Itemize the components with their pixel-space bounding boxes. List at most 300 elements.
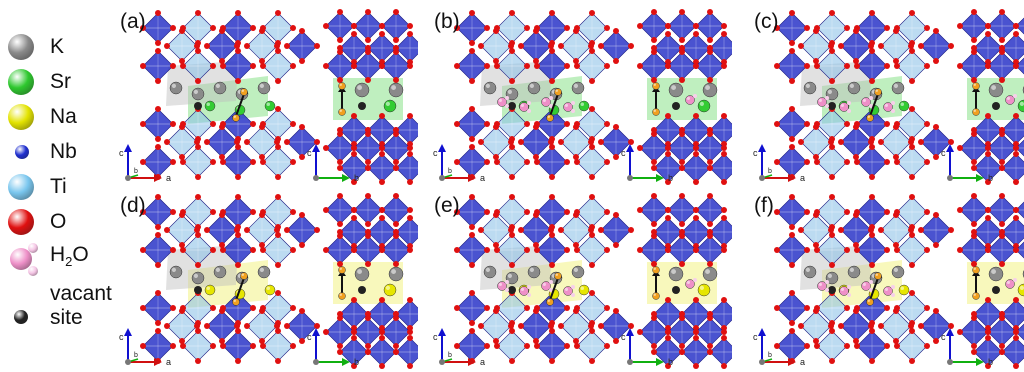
axis-label-c: c: [621, 332, 626, 342]
bridging-atom: [653, 109, 660, 116]
vacant-site: [508, 102, 516, 110]
oxygen-atom: [337, 221, 343, 227]
oxygen-atom: [140, 247, 146, 253]
oxygen-atom: [884, 63, 890, 69]
oxygen-atom: [469, 10, 475, 16]
potassium-atom: [192, 272, 204, 284]
oxygen-atom: [789, 136, 795, 142]
oxygen-atom: [598, 227, 604, 233]
oxygen-atom: [549, 48, 555, 54]
oxygen-atom: [407, 215, 413, 221]
oxygen-atom: [393, 261, 399, 267]
vacant-site: [828, 286, 836, 294]
oxygen-atom: [884, 209, 890, 215]
bridging-atom: [973, 267, 980, 274]
oxygen-atom: [494, 63, 500, 69]
bridging-atom: [555, 273, 562, 280]
oxygen-atom: [693, 63, 699, 69]
oxygen-atom: [1013, 297, 1019, 303]
oxygen-atom: [878, 227, 884, 233]
oxygen-atom: [234, 323, 240, 329]
legend-label-water: $H_2O$: [50, 243, 89, 270]
oxygen-atom: [244, 43, 250, 49]
oxygen-atom: [893, 154, 899, 160]
oxygen-atom: [140, 305, 146, 311]
oxygen-atom: [829, 48, 835, 54]
crystal-structure-figure: [432, 6, 732, 188]
oxygen-atom: [290, 63, 296, 69]
axis-label-c: c: [941, 332, 946, 342]
vacant-site: [828, 102, 836, 110]
oxygen-atom: [1013, 145, 1019, 151]
structure-panel-b: [432, 6, 732, 188]
oxygen-atom: [613, 58, 619, 64]
oxygen-atom: [164, 43, 170, 49]
bridging-atom: [973, 83, 980, 90]
oxygen-atom: [813, 338, 819, 344]
structure-view-bc: [621, 9, 732, 185]
oxygen-atom: [195, 262, 201, 268]
bridging-atom: [867, 115, 874, 122]
oxygen-atom: [179, 338, 185, 344]
axis-label-c: c: [307, 332, 312, 342]
oxygen-atom: [393, 221, 399, 227]
oxygen-atom: [924, 305, 930, 311]
oxygen-atom: [918, 43, 924, 49]
oxygen-atom: [971, 221, 977, 227]
axis-label-a: a: [166, 173, 172, 183]
oxygen-atom: [493, 28, 499, 34]
oxygen-atom: [589, 358, 595, 364]
oxygen-atom: [651, 233, 657, 239]
oxygen-atom: [573, 242, 579, 248]
oxygen-atom: [853, 58, 859, 64]
oxygen-atom: [721, 113, 727, 119]
oxygen-atom: [180, 63, 186, 69]
oxygen-atom: [314, 323, 320, 329]
oxygen-atom: [804, 209, 810, 215]
oxygen-atom: [365, 349, 371, 355]
oxygen-atom: [707, 193, 713, 199]
oxygen-atom: [484, 63, 490, 69]
oxygen-atom: [518, 227, 524, 233]
oxygen-atom: [220, 247, 226, 253]
oxygen-atom: [179, 154, 185, 160]
oxygen-atom: [290, 159, 296, 165]
oxygen-atom: [210, 247, 216, 253]
oxygen-atom: [707, 37, 713, 43]
oxygen-atom: [588, 139, 594, 145]
oxygen-atom: [869, 232, 875, 238]
oxygen-atom: [365, 37, 371, 43]
oxygen-atom: [589, 174, 595, 180]
oxygen-atom: [693, 207, 699, 213]
oxygen-atom: [999, 77, 1005, 83]
oxygen-atom: [838, 323, 844, 329]
oxygen-atom: [180, 247, 186, 253]
axis-label-b: b: [668, 357, 674, 367]
oxygen-atom: [275, 290, 281, 296]
oxygen-atom: [299, 338, 305, 344]
oxygen-atom: [210, 63, 216, 69]
oxygen-atom: [924, 247, 930, 253]
oxygen-atom: [393, 315, 399, 321]
oxygen-atom: [679, 9, 685, 15]
oxygen-atom: [194, 323, 200, 329]
oxygen-atom: [170, 159, 176, 165]
oxygen-atom: [721, 329, 727, 335]
oxygen-atom: [195, 194, 201, 200]
water-molecule: [542, 282, 551, 291]
oxygen-atom: [838, 227, 844, 233]
oxygen-atom: [613, 124, 619, 130]
oxygen-atom: [524, 121, 530, 127]
oxygen-atom: [909, 174, 915, 180]
water-molecule: [840, 287, 849, 296]
oxygen-atom: [564, 305, 570, 311]
oxygen-atom: [351, 23, 357, 29]
oxygen-atom: [195, 144, 201, 150]
oxygen-atom: [1013, 247, 1019, 253]
oxygen-atom: [854, 159, 860, 165]
oxygen-atom: [789, 290, 795, 296]
water-molecule: [520, 103, 529, 112]
oxygen-atom: [813, 308, 819, 314]
oxygen-atom: [250, 159, 256, 165]
oxygen-atom: [613, 154, 619, 160]
oxygen-atom: [365, 233, 371, 239]
oxygen-atom: [524, 63, 530, 69]
oxygen-atom: [894, 63, 900, 69]
oxygen-atom: [393, 77, 399, 83]
axis-label-b: b: [448, 168, 452, 175]
oxygen-atom: [893, 308, 899, 314]
oxygen-atom: [985, 31, 991, 37]
legend-label-na: Na: [50, 105, 77, 128]
oxygen-atom: [909, 194, 915, 200]
oxygen-atom: [210, 209, 216, 215]
oxygen-atom: [909, 290, 915, 296]
structure-panel-f: [752, 190, 1024, 372]
oxygen-atom: [999, 9, 1005, 15]
oxygen-atom: [774, 159, 780, 165]
oxygen-atom: [219, 154, 225, 160]
oxygen-atom: [679, 261, 685, 267]
structure-view-ac: [433, 194, 634, 367]
oxygen-atom: [469, 290, 475, 296]
oxygen-atom: [365, 165, 371, 171]
oxygen-atom: [351, 207, 357, 213]
structure-view-ac: [119, 10, 320, 183]
oxygen-atom: [613, 338, 619, 344]
oxygen-atom: [573, 124, 579, 130]
potassium-atom: [389, 267, 403, 281]
oxygen-atom: [235, 78, 241, 84]
oxygen-atom: [957, 207, 963, 213]
legend-label-sr: Sr: [50, 70, 71, 93]
legend-label-nb: Nb: [50, 140, 77, 163]
oxygen-atom: [284, 227, 290, 233]
potassium-atom: [355, 267, 369, 281]
potassium-atom: [214, 266, 226, 278]
oxygen-atom: [454, 63, 460, 69]
oxygen-atom: [588, 43, 594, 49]
oxygen-atom: [589, 144, 595, 150]
oxygen-atom: [918, 227, 924, 233]
oxygen-atom: [651, 37, 657, 43]
oxygen-atom: [1013, 215, 1019, 221]
strontium-atom: [899, 101, 909, 111]
oxygen-atom: [813, 242, 819, 248]
oxygen-atom: [219, 124, 225, 130]
oxygen-atom: [893, 338, 899, 344]
oxygen-atom: [574, 343, 580, 349]
oxygen-atom: [854, 63, 860, 69]
oxygen-atom: [909, 358, 915, 364]
oxygen-atom: [829, 174, 835, 180]
oxygen-atom: [275, 174, 281, 180]
oxygen-atom: [219, 28, 225, 34]
oxygen-atom: [589, 194, 595, 200]
panel-label: (e): [434, 194, 460, 217]
oxygen-atom: [508, 227, 514, 233]
oxygen-atom: [628, 227, 634, 233]
structure-panel-a: [118, 6, 418, 188]
oxygen-atom: [337, 261, 343, 267]
oxygen-atom: [1013, 63, 1019, 69]
oxygen-atom: [534, 159, 540, 165]
oxygen-atom: [878, 323, 884, 329]
green-sphere-icon: [4, 65, 40, 99]
axis-label-b: b: [134, 352, 138, 359]
oxygen-atom: [337, 343, 343, 349]
water-molecule: [1006, 280, 1015, 289]
oxygen-atom: [893, 242, 899, 248]
oxygen-atom: [469, 320, 475, 326]
oxygen-atom: [170, 121, 176, 127]
oxygen-atom: [813, 212, 819, 218]
oxygen-atom: [853, 242, 859, 248]
oxygen-atom: [1013, 207, 1019, 213]
oxygen-atom: [829, 144, 835, 150]
oxygen-atom: [478, 139, 484, 145]
oxygen-atom: [853, 28, 859, 34]
oxygen-atom: [484, 343, 490, 349]
oxygen-atom: [250, 209, 256, 215]
oxygen-atom: [290, 25, 296, 31]
oxygen-atom: [290, 121, 296, 127]
crystal-structure-figure: [432, 190, 732, 372]
oxygen-atom: [379, 297, 385, 303]
oxygen-atom: [323, 23, 329, 29]
potassium-atom: [528, 82, 540, 94]
oxygen-atom: [155, 224, 161, 230]
oxygen-atom: [853, 124, 859, 130]
oxygen-atom: [548, 323, 554, 329]
oxygen-atom: [509, 328, 515, 334]
oxygen-atom: [957, 247, 963, 253]
oxygen-atom: [260, 159, 266, 165]
oxygen-atom: [260, 63, 266, 69]
structure-panel-d: [118, 190, 418, 372]
oxygen-atom: [250, 63, 256, 69]
oxygen-atom: [259, 154, 265, 160]
yellow-sphere-icon: [4, 100, 40, 134]
oxygen-atom: [999, 37, 1005, 43]
oxygen-atom: [679, 49, 685, 55]
axis-label-b: b: [448, 352, 452, 359]
oxygen-atom: [665, 207, 671, 213]
oxygen-atom: [999, 315, 1005, 321]
oxygen-atom: [693, 151, 699, 157]
oxygen-atom: [651, 165, 657, 171]
oxygen-atom: [707, 343, 713, 349]
bridging-atom: [339, 267, 346, 274]
oxygen-atom: [573, 338, 579, 344]
water-molecule: [884, 287, 893, 296]
structure-view-bc: [307, 9, 418, 185]
oxygen-atom: [250, 247, 256, 253]
oxygen-atom: [721, 31, 727, 37]
oxygen-atom: [908, 227, 914, 233]
potassium-atom: [989, 83, 1003, 97]
oxygen-atom: [798, 323, 804, 329]
oxygen-atom: [469, 224, 475, 230]
oxygen-atom: [869, 144, 875, 150]
oxygen-atom: [637, 145, 643, 151]
axis-label-c: c: [119, 148, 124, 158]
oxygen-atom: [337, 49, 343, 55]
oxygen-atom: [379, 329, 385, 335]
oxygen-atom: [275, 358, 281, 364]
oxygen-atom: [679, 77, 685, 83]
sodium-atom: [899, 285, 909, 295]
oxygen-atom: [155, 10, 161, 16]
bridging-atom: [233, 299, 240, 306]
oxygen-atom: [393, 9, 399, 15]
oxygen-atom: [379, 179, 385, 185]
oxygen-atom: [999, 165, 1005, 171]
water-molecule: [520, 287, 529, 296]
oxygen-atom: [250, 305, 256, 311]
bridging-atom: [653, 293, 660, 300]
oxygen-atom: [604, 159, 610, 165]
oxygen-atom: [613, 212, 619, 218]
oxygen-atom: [155, 262, 161, 268]
oxygen-atom: [259, 58, 265, 64]
potassium-atom: [892, 266, 904, 278]
oxygen-atom: [155, 328, 161, 334]
oxygen-atom: [869, 328, 875, 334]
oxygen-atom: [985, 151, 991, 157]
oxygen-atom: [948, 323, 954, 329]
oxygen-atom: [598, 139, 604, 145]
oxygen-atom: [194, 43, 200, 49]
oxygen-atom: [564, 343, 570, 349]
oxygen-atom: [721, 215, 727, 221]
oxygen-atom: [721, 247, 727, 253]
potassium-atom: [848, 82, 860, 94]
oxygen-atom: [665, 31, 671, 37]
oxygen-atom: [299, 242, 305, 248]
oxygen-atom: [829, 10, 835, 16]
oxygen-atom: [275, 194, 281, 200]
legend-item-6: [4, 242, 89, 276]
oxygen-atom: [164, 323, 170, 329]
oxygen-atom: [469, 136, 475, 142]
oxygen-atom: [804, 305, 810, 311]
oxygen-atom: [844, 159, 850, 165]
crystal-structure-figure: [752, 6, 1024, 188]
oxygen-atom: [971, 9, 977, 15]
oxygen-atom: [484, 121, 490, 127]
oxygen-atom: [478, 227, 484, 233]
potassium-atom: [804, 82, 816, 94]
oxygen-atom: [589, 328, 595, 334]
water-molecule-icon: [4, 242, 40, 276]
oxygen-atom: [985, 23, 991, 29]
legend-label-k: K: [50, 35, 65, 58]
oxygen-atom: [549, 328, 555, 334]
oxygen-atom: [284, 43, 290, 49]
oxygen-atom: [379, 151, 385, 157]
oxygen-atom: [275, 262, 281, 268]
oxygen-atom: [407, 179, 413, 185]
oxygen-atom: [210, 159, 216, 165]
oxygen-atom: [393, 49, 399, 55]
oxygen-atom: [379, 215, 385, 221]
oxygen-atom: [533, 338, 539, 344]
oxygen-atom: [290, 343, 296, 349]
oxygen-atom: [948, 139, 954, 145]
oxygen-atom: [999, 193, 1005, 199]
oxygen-atom: [235, 48, 241, 54]
oxygen-atom: [407, 363, 413, 369]
oxygen-atom: [971, 165, 977, 171]
oxygen-atom: [244, 139, 250, 145]
structure-view-bc: [621, 193, 732, 369]
oxygen-atom: [999, 221, 1005, 227]
oxygen-atom: [533, 58, 539, 64]
oxygen-atom: [637, 329, 643, 335]
oxygen-atom: [628, 323, 634, 329]
oxygen-atom: [407, 207, 413, 213]
oxygen-atom: [235, 10, 241, 16]
oxygen-atom: [789, 106, 795, 112]
oxygen-atom: [494, 247, 500, 253]
oxygen-atom: [299, 154, 305, 160]
oxygen-atom: [179, 308, 185, 314]
oxygen-atom: [985, 215, 991, 221]
oxygen-atom: [337, 131, 343, 137]
potassium-atom: [214, 82, 226, 94]
axis-label-c: c: [307, 148, 312, 158]
oxygen-atom: [220, 343, 226, 349]
oxygen-atom: [651, 315, 657, 321]
oxygen-atom: [971, 233, 977, 239]
oxygen-atom: [909, 106, 915, 112]
oxygen-atom: [351, 297, 357, 303]
oxygen-atom: [564, 63, 570, 69]
oxygen-atom: [789, 194, 795, 200]
oxygen-atom: [844, 247, 850, 253]
oxygen-atom: [589, 48, 595, 54]
oxygen-atom: [651, 221, 657, 227]
oxygen-atom: [813, 28, 819, 34]
oxygen-atom: [469, 262, 475, 268]
oxygen-atom: [665, 151, 671, 157]
potassium-atom: [804, 266, 816, 278]
